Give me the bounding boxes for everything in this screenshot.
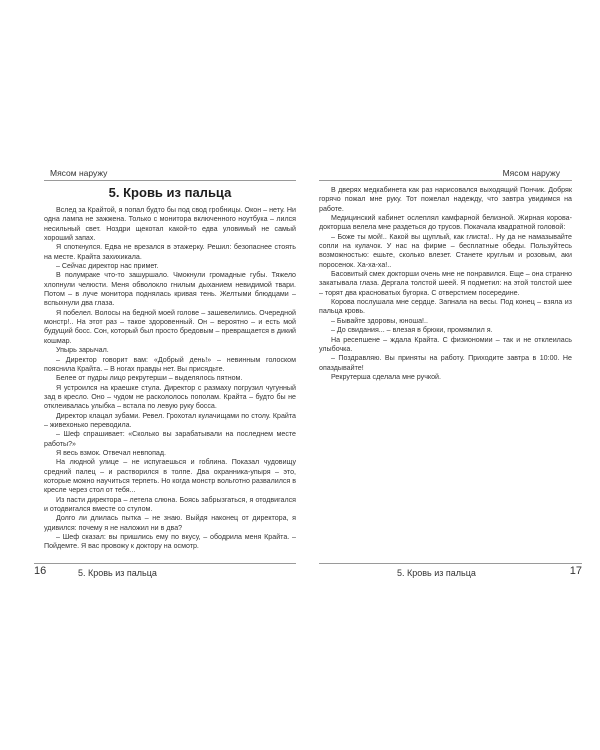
right-page-body xyxy=(319,186,572,382)
footer-right xyxy=(319,563,582,579)
paragraph: – Бывайте здоровы, юноша!.. xyxy=(331,316,428,325)
paragraph: На ресепшене – ждала Крайта. С физиономии – так и не отклеилась улыбочка. xyxy=(319,335,572,353)
paragraph: Из пасти директора – летела слюна. Боясь забрызгаться, я отодвигался и отодвигался вместе со стулом. xyxy=(44,495,296,513)
paragraph: – Боже ты мой!.. Какой вы щуплый, как глиста!.. Ну да не намазывайте сопли на кулачок. У нас на фирме – бесплатные обеды. Пользуйтесь возможностью: ешьте, сколько влезет. Станете круглым и розовым, аки поросенок. Ха-ха-ха!.. xyxy=(319,232,572,269)
footer-left xyxy=(34,563,296,579)
running-head-left: Мясом наружу xyxy=(44,168,296,181)
chapter-title: 5. Кровь из пальца xyxy=(108,185,232,200)
running-head-right: Мясом наружу xyxy=(319,168,572,181)
paragraph: – Сейчас директор нас примет. xyxy=(56,262,159,271)
paragraph: Белее от пудры лицо рекрутерши – выделялось пятном. xyxy=(56,374,243,383)
paragraph: Басовитый смех докторши очень мне не понравился. Еще – она странно закатывала глаза. Дергала толстой шеей. Я подметил: на этой толстой шее – торят два красноватых бугорка. С отверстием посередине. xyxy=(319,270,572,297)
paragraph: – Поздравляю. Вы приняты на работу. Приходите завтра в 10:00. Не опаздывайте! xyxy=(319,354,572,372)
paragraph: Рекрутерша сделала мне ручкой. xyxy=(331,372,441,381)
paragraph: В дверях медкабинета как раз нарисовался выходящий Пончик. Добряк горячо пожал мне руку. Тот пожелал надежду, что завтра увидимся на работе. xyxy=(319,186,572,213)
paragraph: Я споткнулся. Едва не врезался в этажерку. Решил: безопаснее стоять на месте. Крайта захихикала. xyxy=(44,243,296,261)
paragraph: В полумраке что-то зашуршало. Чмокнули громадные губы. Тяжело хлопнули челюсти. Меня обволокло гнилым дыханием невидимой твари. Потом – в луче монитора поднялась кривая тень. Желтыми блюдцами – вспыхнули два глаза. xyxy=(44,271,296,308)
footer-chapter-title-left: 5. Кровь из пальца xyxy=(78,568,157,578)
paragraph: – Шеф спрашивает: «Сколько вы зарабатывали на последнем месте работы?» xyxy=(44,430,296,448)
paragraph: – Директор говорит вам: «Добрый день!» – невинным голоском пояснила Крайта. – В ногах правды нет. Вы присядьте. xyxy=(44,355,296,373)
paragraph: Вслед за Крайтой, я попал будто бы под свод гробницы. Окон – нету. Ни одна лампа не зажжена. Только с монитора включенного ноутбука – лился несильный свет. Ноздри щекотал какой-то едва уловимый не самый хороший запах. xyxy=(44,206,296,243)
paragraph: Я весь взмок. Отвечал невпопад. xyxy=(56,448,166,457)
page-number-left: 16 xyxy=(34,565,47,577)
paragraph: Долго ли длилась пытка – не знаю. Выйдя наконец от директора, я удивился: почему я не наложил ни в два? xyxy=(44,514,296,532)
paragraph: Медицинский кабинет ослеплял камфарной белизной. Жирная корова-докторша велела мне раздеться до трусов. Покачала квадратной головой: xyxy=(319,214,572,232)
paragraph: – До свидания... – влезая в брюки, промямлил я. xyxy=(331,326,493,335)
paragraph: Я устроился на краешке стула. Директор с размаху погрузил чугунный зад в кресло. Оно – чудом не раскололось пополам. Крайта – будто бы не отклеивалась улыбка – встала по левую руку босса. xyxy=(44,383,296,411)
paragraph: Я побелел. Волосы на бедной моей голове – зашевелились. Очередной монстр!.. На этот раз – такое здоровенный. Он – вероятно – и есть мой будущий босс. Сон, который был просто бредовым – превращается в дикий кошмар. xyxy=(44,308,296,345)
paragraph: Корова послушала мне сердце. Запнала на весы. Под конец – взяла из пальца кровь. xyxy=(319,298,572,316)
page-number-right: 17 xyxy=(569,565,582,577)
right-page xyxy=(319,168,572,382)
paragraph: На людной улице – не испугаешься и гоблина. Показал чудовищу средний палец – и растворился в толпе. Два охранника-упыря – это, которые можно научиться терпеть. Но когда монстр вольготно развалился в кресле через стол от тебя... xyxy=(44,458,296,495)
left-page xyxy=(44,168,296,552)
paragraph: Упырь зарычал. xyxy=(56,346,109,355)
paragraph: Директор клацал зубами. Ревел. Грохотал кулачищами по столу. Крайта – живехонько переводила. xyxy=(44,411,296,429)
paragraph: – Шеф сказал: вы пришлись ему по вкусу, – ободрила меня Крайта. – Пойдемте. Я вас провожу к доктору на осмотр. xyxy=(44,533,296,551)
left-page-body xyxy=(44,206,296,552)
footer-chapter-title-right: 5. Кровь из пальца xyxy=(397,568,476,578)
